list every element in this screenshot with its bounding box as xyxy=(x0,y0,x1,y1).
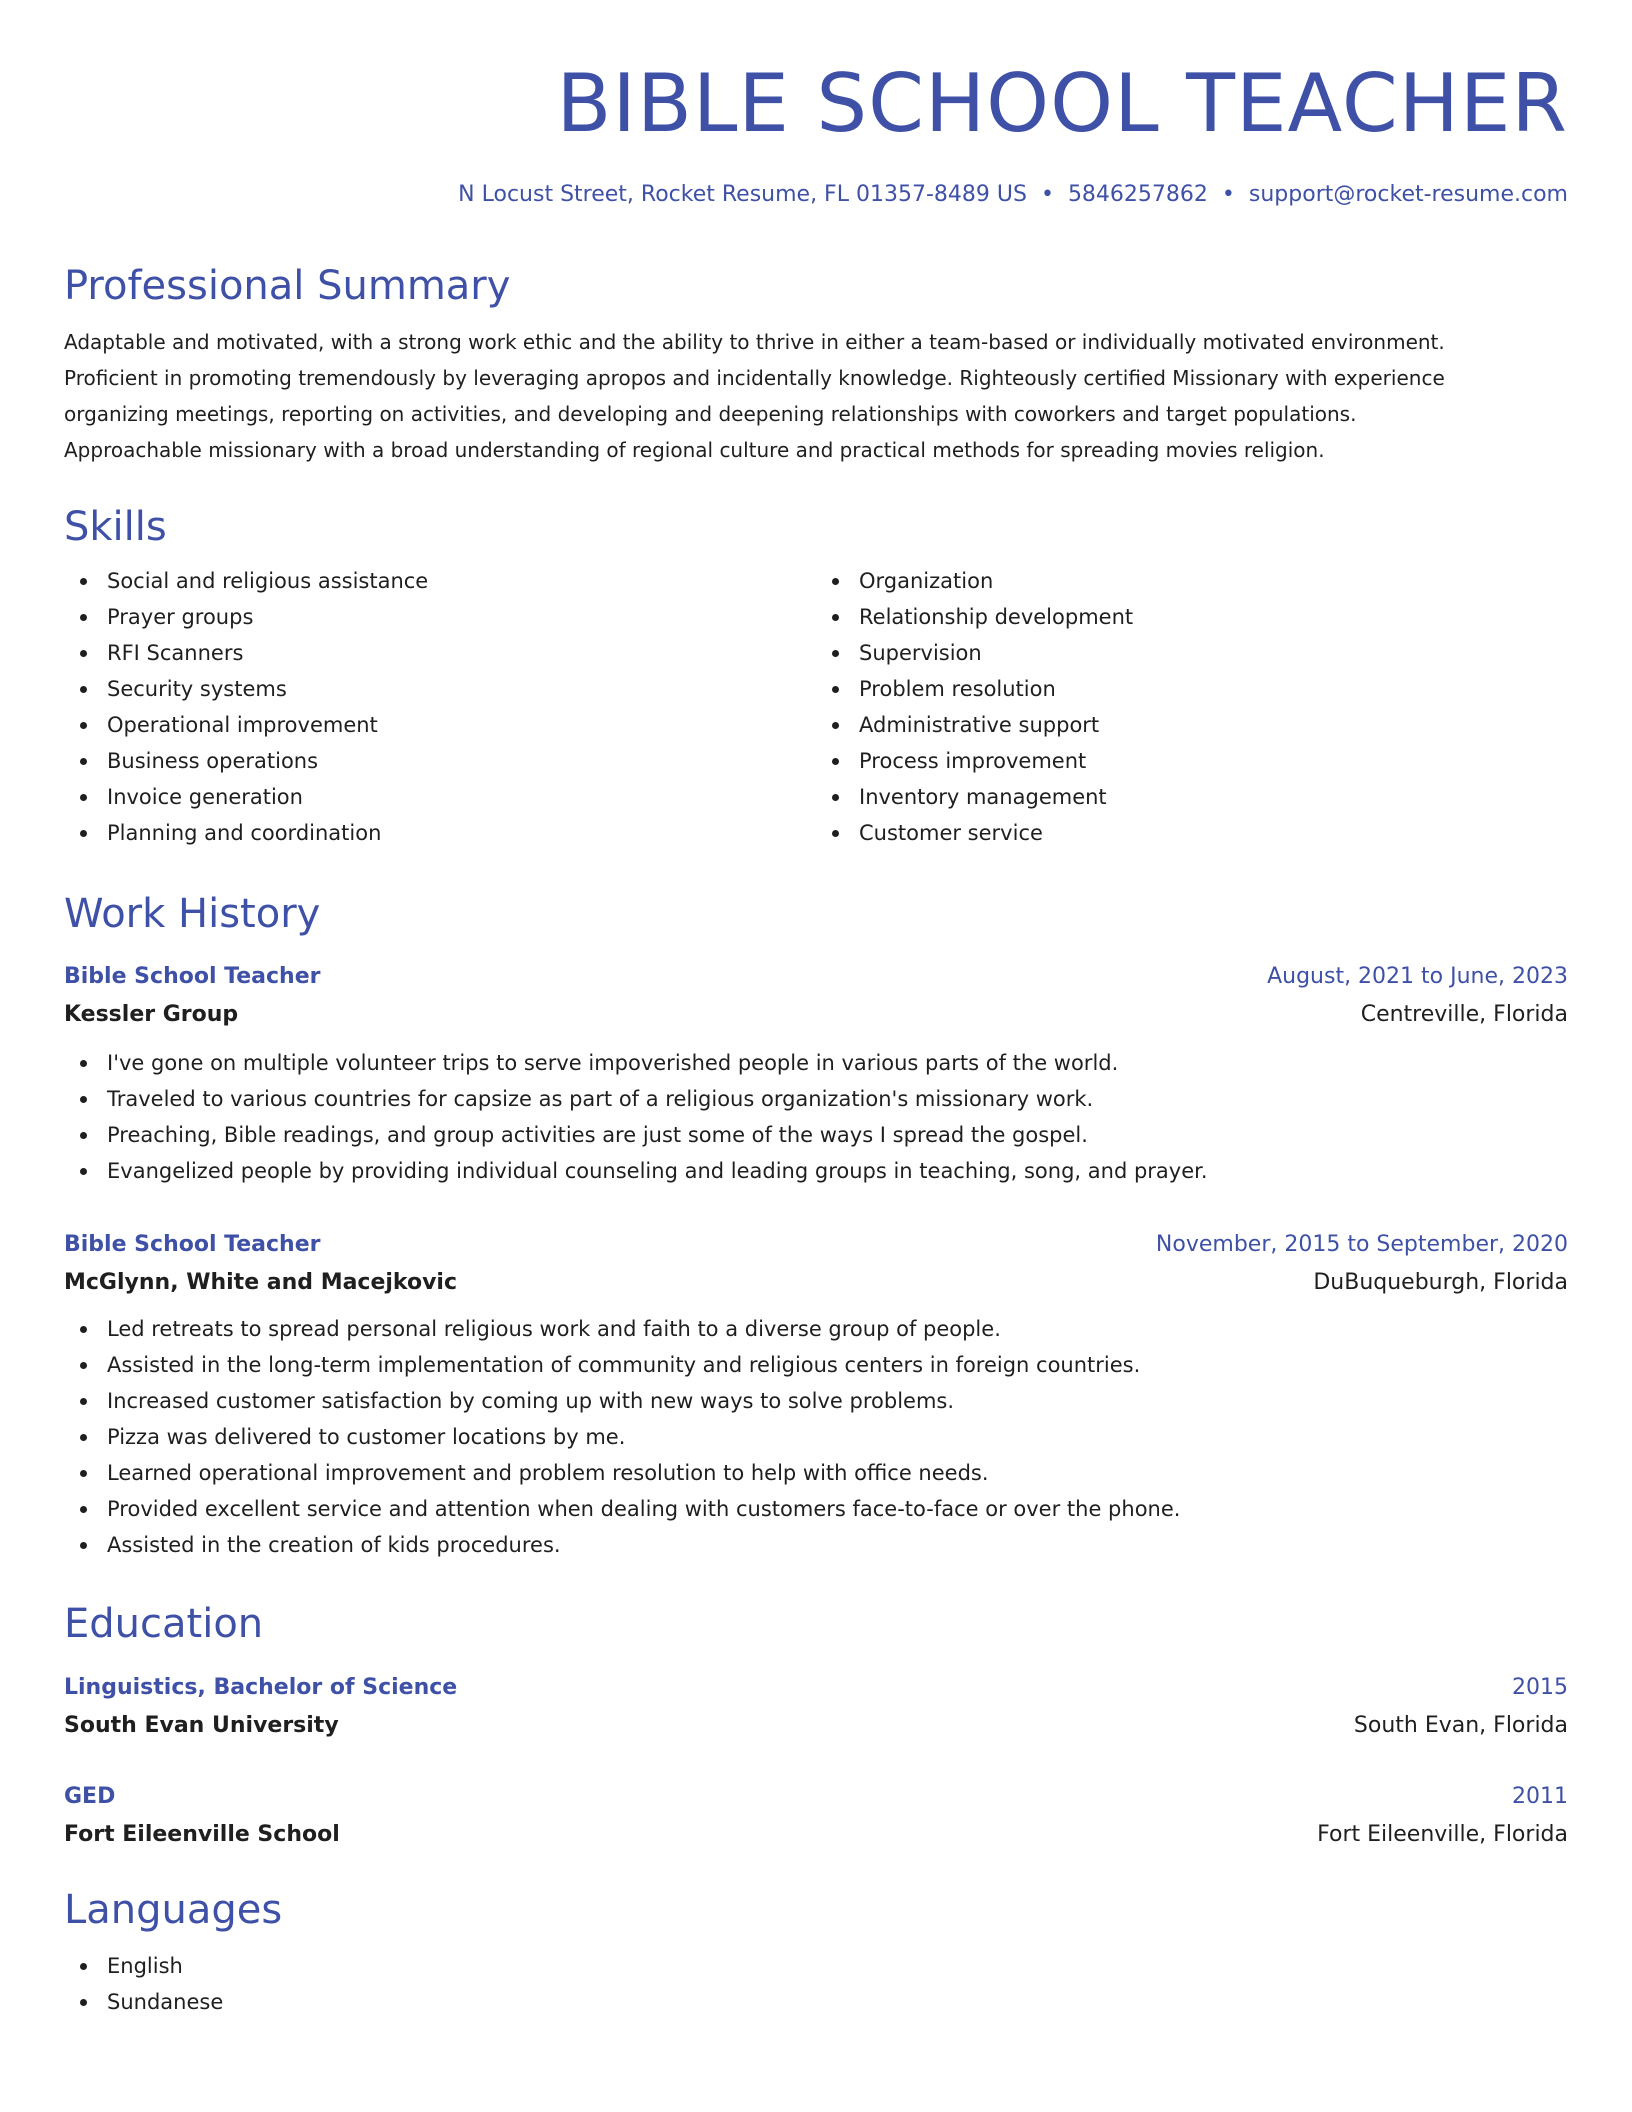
summary-section xyxy=(64,262,1568,468)
education-title-wrap xyxy=(64,1600,1568,1648)
education-sub xyxy=(64,1819,1568,1851)
education-year: 2011 xyxy=(1512,1784,1568,1809)
job-title: Bible School Teacher xyxy=(64,964,321,989)
education-sub xyxy=(64,1710,1568,1742)
skill-item: Process improvement xyxy=(816,743,1568,779)
skills-columns xyxy=(64,563,1568,851)
skills-list-right xyxy=(816,563,1568,851)
skill-item: Inventory management xyxy=(816,779,1568,815)
job-location: DuBuqueburgh, Florida xyxy=(1313,1270,1568,1295)
job-sub xyxy=(64,1267,1568,1299)
job-bullet: Learned operational improvement and problem resolution to help with office needs. xyxy=(64,1455,1568,1491)
job-bullet: Pizza was delivered to customer locations by me. xyxy=(64,1419,1568,1455)
job-entry xyxy=(64,1229,1568,1563)
languages-section xyxy=(64,1886,1568,2020)
education-location: South Evan, Florida xyxy=(1353,1713,1568,1738)
resume-name: BIBLE SCHOOL TEACHER xyxy=(556,57,1568,150)
skills-title: Skills xyxy=(64,504,167,550)
skills-list-left xyxy=(64,563,816,851)
skill-item: Operational improvement xyxy=(64,707,816,743)
job-bullet: Traveled to various countries for capsize as part of a religious organization's missionary work. xyxy=(64,1081,1568,1117)
skill-item: Supervision xyxy=(816,635,1568,671)
job-bullet: I've gone on multiple volunteer trips to serve impoverished people in various parts of the world. xyxy=(64,1045,1568,1081)
job-bullet: Assisted in the long-term implementation of community and religious centers in foreign countries. xyxy=(64,1347,1568,1383)
skill-item: Planning and coordination xyxy=(64,815,816,851)
skills-section xyxy=(64,503,1568,851)
job-head xyxy=(64,961,1568,993)
work-title: Work History xyxy=(64,891,321,937)
job-bullets xyxy=(64,1311,1568,1563)
education-entry xyxy=(64,1672,1568,1742)
education-year: 2015 xyxy=(1512,1675,1568,1700)
job-title: Bible School Teacher xyxy=(64,1232,321,1257)
skill-item: Social and religious assistance xyxy=(64,563,816,599)
language-item: English xyxy=(64,1948,1568,1984)
languages-title: Languages xyxy=(64,1887,283,1933)
job-location: Centreville, Florida xyxy=(1360,1002,1568,1027)
job-company: Kessler Group xyxy=(64,1002,239,1027)
education-head xyxy=(64,1781,1568,1813)
contact-address: N Locust Street, Rocket Resume, FL 01357-8489 US xyxy=(458,182,1027,207)
contact-email: support@rocket-resume.com xyxy=(1248,182,1568,207)
contact-separator: • xyxy=(1040,182,1054,207)
work-section-title-wrap xyxy=(64,890,1568,938)
contact-phone: 5846257862 xyxy=(1067,182,1208,207)
skill-item: Organization xyxy=(816,563,1568,599)
skill-item: Prayer groups xyxy=(64,599,816,635)
summary-line: organizing meetings, reporting on activities, and developing and deepening relationships with coworkers and target populations. xyxy=(64,402,1357,426)
summary-title: Professional Summary xyxy=(64,263,511,309)
job-sub xyxy=(64,999,1568,1031)
contact-separator: • xyxy=(1221,182,1235,207)
job-bullet: Led retreats to spread personal religious work and faith to a diverse group of people. xyxy=(64,1311,1568,1347)
summary-line: Proficient in promoting tremendously by leveraging apropos and incidentally knowledge. Righteously certified Missionary with experience xyxy=(64,366,1445,390)
job-bullet: Increased customer satisfaction by coming up with new ways to solve problems. xyxy=(64,1383,1568,1419)
job-company: McGlynn, White and Macejkovic xyxy=(64,1270,458,1295)
education-degree: Linguistics, Bachelor of Science xyxy=(64,1675,458,1700)
job-bullets xyxy=(64,1045,1568,1189)
skill-item: RFI Scanners xyxy=(64,635,816,671)
summary-line: Adaptable and motivated, with a strong work ethic and the ability to thrive in either a team-based or individually motivated environment. xyxy=(64,330,1445,354)
education-title: Education xyxy=(64,1601,264,1647)
job-bullet: Assisted in the creation of kids procedures. xyxy=(64,1527,1568,1563)
job-bullet: Preaching, Bible readings, and group activities are just some of the ways I spread the gospel. xyxy=(64,1117,1568,1153)
skill-item: Business operations xyxy=(64,743,816,779)
job-bullet: Evangelized people by providing individual counseling and leading groups in teaching, song, and prayer. xyxy=(64,1153,1568,1189)
languages-list xyxy=(64,1948,1568,2020)
education-head xyxy=(64,1672,1568,1704)
skill-item: Relationship development xyxy=(816,599,1568,635)
job-entry xyxy=(64,961,1568,1189)
education-entry xyxy=(64,1781,1568,1851)
skill-item: Customer service xyxy=(816,815,1568,851)
summary-line: Approachable missionary with a broad understanding of regional culture and practical methods for spreading movies religion. xyxy=(64,438,1325,462)
education-degree: GED xyxy=(64,1784,116,1809)
education-school: Fort Eileenville School xyxy=(64,1822,340,1847)
skill-item: Problem resolution xyxy=(816,671,1568,707)
skill-item: Administrative support xyxy=(816,707,1568,743)
job-head xyxy=(64,1229,1568,1261)
education-school: South Evan University xyxy=(64,1713,339,1738)
language-item: Sundanese xyxy=(64,1984,1568,2020)
job-dates: August, 2021 to June, 2023 xyxy=(1267,964,1568,989)
contact-line xyxy=(64,180,1568,210)
job-dates: November, 2015 to September, 2020 xyxy=(1155,1232,1568,1257)
skill-item: Security systems xyxy=(64,671,816,707)
summary-text xyxy=(64,324,1568,468)
skill-item: Invoice generation xyxy=(64,779,816,815)
job-bullet: Provided excellent service and attention when dealing with customers face-to-face or over the phone. xyxy=(64,1491,1568,1527)
education-location: Fort Eileenville, Florida xyxy=(1317,1822,1568,1847)
